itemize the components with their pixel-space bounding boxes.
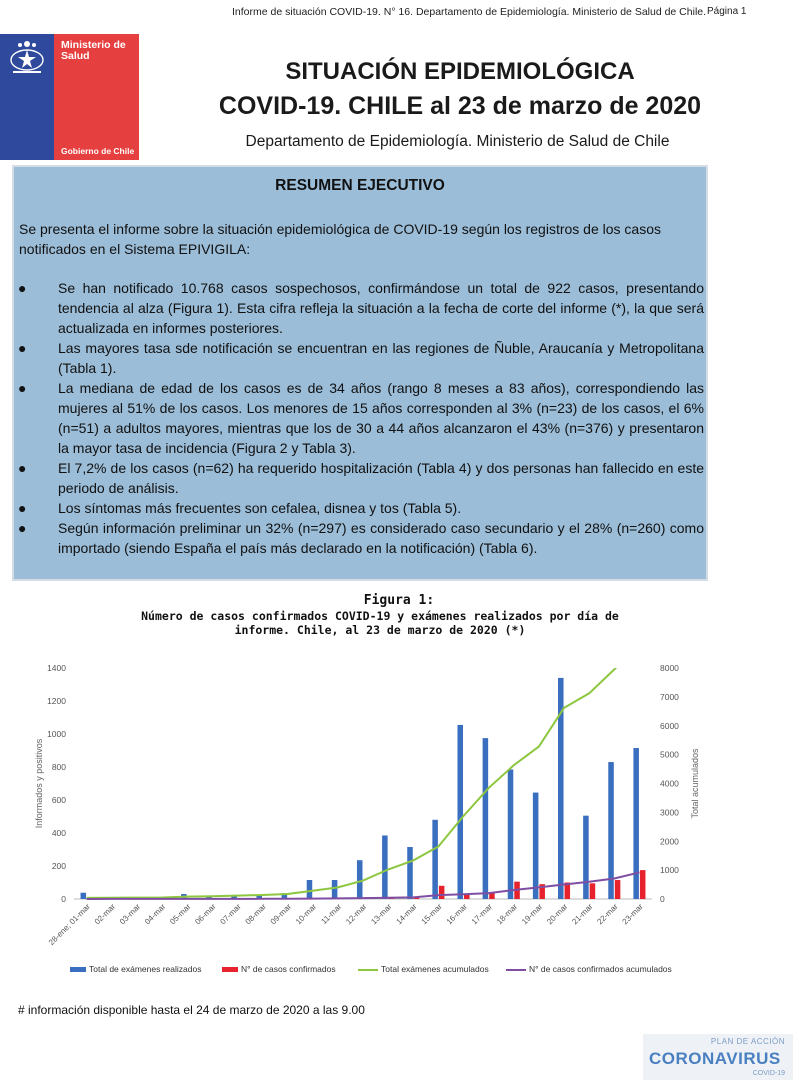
summary-bullet — [14, 378, 704, 458]
figure-caption: Número de casos confirmados COVID-19 y exámenes realizados por día de informe. Chile, al 23 de marzo de 2020 (*) — [141, 609, 619, 637]
bar-cases — [615, 880, 621, 899]
running-header: Informe de situación COVID-19. N° 16. Departamento de Epidemiología. Ministerio de Salud de Chile. — [232, 6, 707, 18]
figure-label: Figura 1: — [363, 593, 435, 608]
y-tick-label: 200 — [51, 861, 66, 871]
government-name: Gobierno de Chile — [61, 146, 135, 156]
legend-swatch-tests — [70, 967, 86, 972]
x-tick-label: 05-mar — [168, 902, 193, 927]
report-title-line1: SITUACIÓN EPIDEMIOLÓGICA — [285, 58, 635, 85]
bullet-icon: ● — [18, 340, 27, 356]
bullet-icon: ● — [18, 380, 27, 396]
legend-label-tests: Total de exámenes realizados — [89, 964, 202, 974]
x-tick-label: 08-mar — [243, 902, 268, 927]
x-tick-label: 13-mar — [369, 902, 394, 927]
legend-label-cases: N° de casos confirmados — [241, 964, 336, 974]
y-tick-label: 600 — [51, 795, 66, 805]
y-tick-label: 1400 — [47, 663, 66, 673]
figure-1-chart — [0, 650, 798, 962]
y-tick-label: 1200 — [47, 696, 66, 706]
ministry-name: Ministerio de Salud — [61, 39, 126, 62]
bar-tests — [382, 835, 388, 899]
summary-bullet — [14, 498, 704, 518]
y-tick-label: 0 — [61, 894, 66, 904]
bar-tests — [332, 880, 338, 899]
summary-bullet — [14, 458, 704, 498]
y2-tick-label: 4000 — [660, 778, 679, 789]
summary-bullets — [14, 278, 704, 558]
coronavirus-plan-badge — [643, 1034, 793, 1080]
x-tick-label: 18-mar — [494, 902, 520, 927]
covid19-label: COVID-19 — [752, 1070, 785, 1077]
legend-label-cum-tests: Total exámenes acumulados — [381, 964, 489, 974]
x-tick-label: 20-mar — [545, 902, 570, 927]
y-tick-label: 800 — [51, 762, 66, 772]
legend-swatch-cases — [222, 967, 238, 972]
summary-bullet — [14, 338, 704, 378]
legend-item-cases — [222, 964, 336, 974]
bar-tests — [407, 847, 413, 899]
x-tick-label: 23-mar — [620, 902, 645, 927]
line-cum-tests — [87, 650, 640, 898]
bullet-text: Se han notificado 10.768 casos sospechosos, confirmándose un total de 922 casos, presentando tendencia al alza (Figura 1). Esta cifra refleja la situación a la fecha de corte del informe (*), la que será actualizada en informes posteriores. — [58, 280, 704, 336]
bar-tests — [432, 820, 438, 899]
legend-item-cum-cases — [506, 964, 672, 974]
bar-tests — [307, 880, 313, 899]
y2-tick-label: 6000 — [660, 720, 679, 731]
legend-swatch-cum-tests — [358, 969, 378, 971]
bar-tests — [81, 893, 87, 899]
x-tick-label: 19-mar — [520, 902, 545, 927]
x-tick-label: 06-mar — [193, 902, 218, 927]
x-tick-label: 15-mar — [419, 902, 444, 927]
bullet-text: El 7,2% de los casos (n=62) ha requerido hospitalización (Tabla 4) y dos personas han fallecido en este periodo de análisis. — [58, 460, 704, 496]
summary-heading: RESUMEN EJECUTIVO — [275, 177, 445, 194]
x-tick-label: 14-mar — [394, 902, 419, 927]
x-tick-label: 09-mar — [268, 902, 294, 927]
x-tick-label: 21-mar — [570, 902, 595, 927]
x-tick-label: 28-ene; 01-mar — [46, 902, 92, 948]
x-tick-label: 04-mar — [143, 902, 168, 927]
x-tick-label: 22-mar — [595, 902, 620, 927]
x-tick-label: 11-mar — [319, 902, 344, 926]
summary-bullet — [14, 278, 704, 338]
x-tick-label: 17-mar — [469, 902, 495, 927]
bar-tests — [457, 725, 463, 899]
line-cum-cases — [87, 872, 640, 899]
y2-tick-label: 0 — [660, 894, 665, 904]
y-tick-label: 400 — [51, 828, 66, 838]
coronavirus-label: CORONAVIRUS — [649, 1049, 781, 1068]
executive-summary-box — [12, 165, 708, 581]
y2-axis-title: Total acumulados — [690, 748, 700, 819]
coat-of-arms-icon — [4, 38, 50, 76]
y-axis-title: Informados y positivos — [34, 738, 44, 829]
legend-item-tests — [70, 964, 201, 974]
y2-tick-label: 2000 — [660, 836, 679, 847]
bar-tests — [508, 769, 514, 899]
bullet-icon: ● — [18, 280, 27, 296]
bar-tests — [533, 793, 539, 899]
report-title-line2: COVID-19. CHILE al 23 de marzo de 2020 — [218, 92, 702, 120]
y2-tick-label: 7000 — [660, 691, 679, 702]
legend-swatch-cum-cases — [506, 969, 526, 971]
bullet-text: Las mayores tasa sde notificación se encuentran en las regiones de Ñuble, Araucanía y Metropolitana (Tabla 1). — [58, 340, 704, 376]
legend-label-cum-cases: N° de casos confirmados acumulados — [529, 964, 672, 974]
summary-intro: Se presenta el informe sobre la situación epidemiológica de COVID-19 según los registros de los casos notificados en el Sistema EPIVIGILA: — [19, 221, 662, 257]
bar-cases — [640, 870, 646, 899]
bar-tests — [483, 738, 489, 899]
chart-legend — [70, 964, 770, 978]
y-tick-label: 1000 — [47, 729, 66, 739]
bar-cases — [439, 886, 445, 899]
summary-bullet — [14, 518, 704, 558]
page-number: Página 1 — [707, 6, 747, 17]
bar-cases — [590, 883, 596, 899]
x-tick-label: 16-mar — [444, 902, 469, 927]
ministry-logo — [0, 34, 139, 160]
legend-item-cum-tests — [358, 964, 489, 974]
bullet-icon: ● — [18, 520, 27, 536]
y2-tick-label: 5000 — [660, 749, 679, 760]
bar-tests — [357, 860, 363, 899]
report-subtitle: Departamento de Epidemiología. Ministerio de Salud de Chile — [245, 133, 670, 150]
footnote: # información disponible hasta el 24 de marzo de 2020 a las 9.00 — [18, 1003, 365, 1017]
bullet-text: La mediana de edad de los casos es de 34 años (rango 8 meses a 83 años), correspondiendo las mujeres al 51% de los casos. Los menores de 15 años corresponden al 3% (n=23) de los casos, el 6% (n=51) a adultos mayores, mientras que los de 30 a 44 años alcanzaron el 43% (n=376) y presentaron la mayor tasa de incidencia (Figura 2 y Tabla 3). — [58, 380, 704, 456]
x-tick-label: 02-mar — [92, 902, 118, 927]
bullet-icon: ● — [18, 500, 27, 516]
bullet-text: Los síntomas más frecuentes son cefalea, disnea y tos (Tabla 5). — [58, 500, 462, 516]
y2-tick-label: 3000 — [660, 807, 679, 818]
x-tick-label: 07-mar — [218, 902, 243, 927]
x-tick-label: 03-mar — [117, 902, 143, 927]
bullet-text: Según información preliminar un 32% (n=297) es considerado caso secundario y el 28% (n=260) como importado (siendo España el país más declarado en la notificación) (Tabla 6). — [58, 520, 704, 556]
bar-tests — [583, 816, 589, 899]
x-tick-label: 12-mar — [344, 902, 369, 927]
x-tick-label: 10-mar — [293, 902, 319, 927]
y2-tick-label: 1000 — [660, 865, 679, 876]
bullet-icon: ● — [18, 460, 27, 476]
bar-tests — [633, 748, 639, 899]
plan-label: PLAN DE ACCIÓN — [710, 1037, 785, 1046]
y2-tick-label: 8000 — [660, 663, 679, 673]
